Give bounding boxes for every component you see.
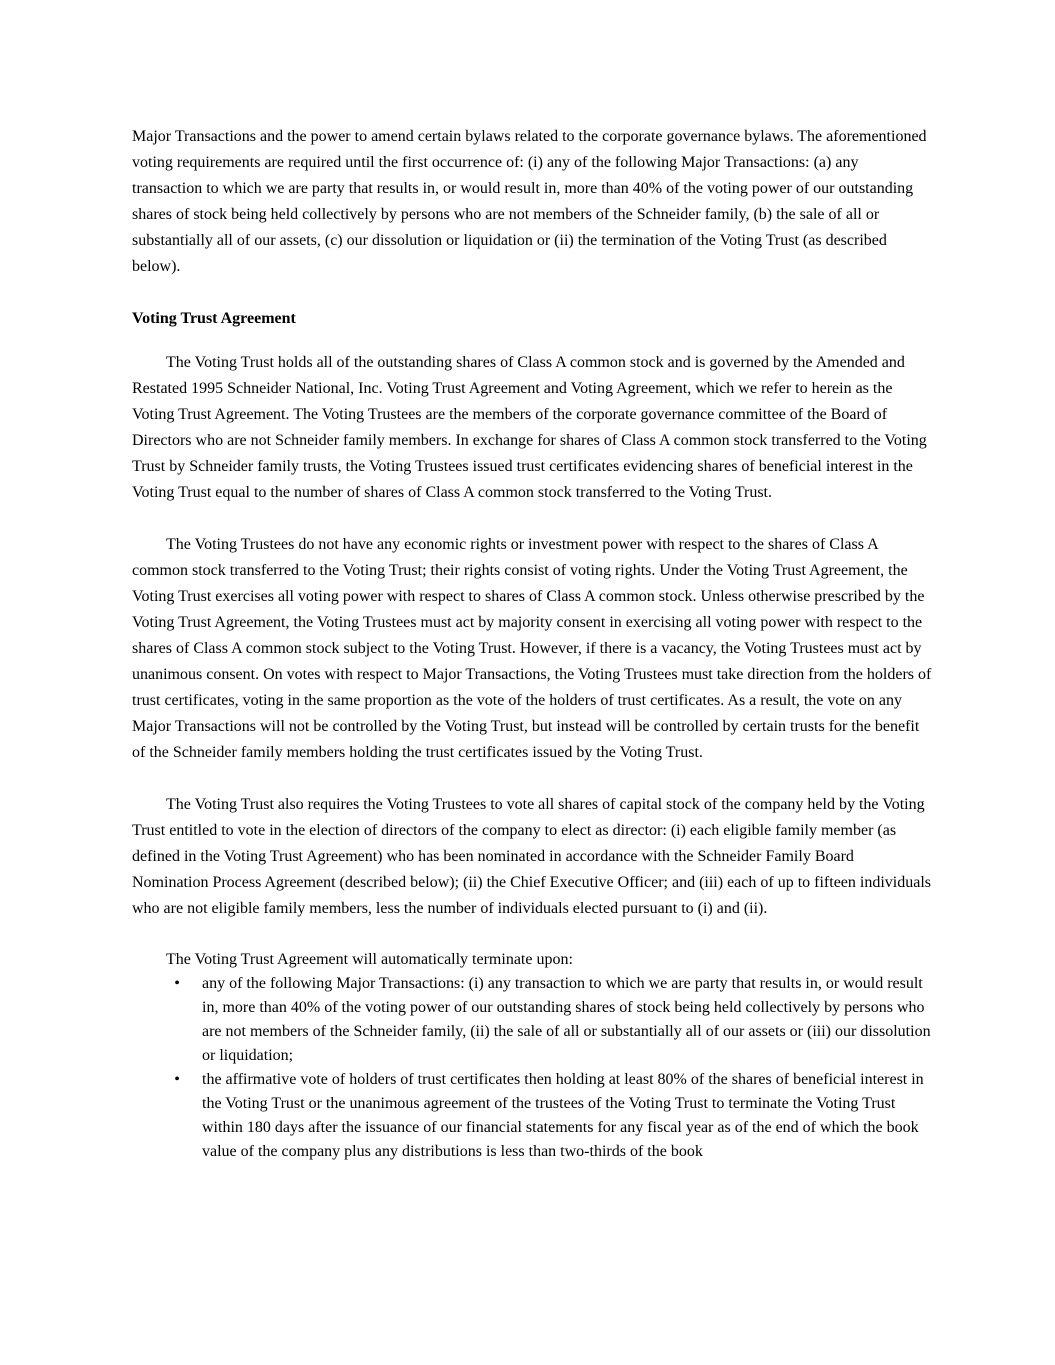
list-item — [174, 1068, 932, 1164]
termination-conditions-list — [132, 972, 932, 1164]
bullet-icon: • — [174, 975, 180, 992]
list-item — [174, 972, 932, 1068]
paragraph-voting-trust-holdings: The Voting Trust holds all of the outstanding shares of Class A common stock and is governed by the Amended and Restated 1995 Schneider National, Inc. Voting Trust Agreement and Voting Agreement, which we refer to herein as the Voting Trust Agreement. The Voting Trustees are the members of the corporate governance committee of the Board of Directors who are not Schneider family members. In exchange for shares of Class A common stock transferred to the Voting Trust by Schneider family trusts, the Voting Trustees issued trust certificates evidencing shares of beneficial interest in the Voting Trust equal to the number of shares of Class A common stock transferred to the Voting Trust. — [132, 354, 927, 501]
list-item-text: the affirmative vote of holders of trust certificates then holding at least 80% of the shares of beneficial interest in the Voting Trust or the unanimous agreement of the trustees of the Voting Trust to terminate the Voting Trust within 180 days after the issuance of our financial statements for any fiscal year as of the end of which the book value of the company plus any distributions is less than two-thirds of the book — [202, 1071, 924, 1160]
document-page — [132, 124, 932, 1164]
list-item-text: any of the following Major Transactions: (i) any transaction to which we are party that results in, or would result in, more than 40% of the voting power of our outstanding shares of stock being held collectively by persons who are not members of the Schneider family, (ii) the sale of all or substantially all of our assets or (iii) our dissolution or liquidation; — [202, 975, 931, 1064]
bullet-icon: • — [174, 1071, 180, 1088]
paragraph-major-transactions: Major Transactions and the power to amend certain bylaws related to the corporate governance bylaws. The aforementioned voting requirements are required until the first occurrence of: (i) any of the following Major Transactions: (a) any transaction to which we are party that results in, or would result in, more than 40% of the voting power of our outstanding shares of stock being held collectively by persons who are not members of the Schneider family, (b) the sale of all or substantially all of our assets, (c) our dissolution or liquidation or (ii) the termination of the Voting Trust (as described below). — [132, 128, 927, 275]
section-heading-voting-trust-agreement: Voting Trust Agreement — [132, 310, 296, 327]
paragraph-voting-trustees-rights: The Voting Trustees do not have any economic rights or investment power with respect to the shares of Class A common stock transferred to the Voting Trust; their rights consist of voting rights. Under the Voting Trust Agreement, the Voting Trust exercises all voting power with respect to shares of Class A common stock. Unless otherwise prescribed by the Voting Trust Agreement, the Voting Trustees must act by majority consent in exercising all voting power with respect to the shares of Class A common stock subject to the Voting Trust. However, if there is a vacancy, the Voting Trustees must act by unanimous consent. On votes with respect to Major Transactions, the Voting Trustees must take direction from the holders of trust certificates, voting in the same proportion as the vote of the holders of trust certificates. As a result, the vote on any Major Transactions will not be controlled by the Voting Trust, but instead will be controlled by certain trusts for the benefit of the Schneider family members holding the trust certificates issued by the Voting Trust. — [132, 536, 932, 761]
paragraph-director-election: The Voting Trust also requires the Voting Trustees to vote all shares of capital stock of the company held by the Voting Trust entitled to vote in the election of directors of the company to elect as director: (i) each eligible family member (as defined in the Voting Trust Agreement) who has been nominated in accordance with the Schneider Family Board Nomination Process Agreement (described below); (ii) the Chief Executive Officer; and (iii) each of up to fifteen individuals who are not eligible family members, less the number of individuals elected pursuant to (i) and (ii). — [132, 796, 932, 917]
termination-list-intro: The Voting Trust Agreement will automatically terminate upon: — [166, 951, 573, 968]
